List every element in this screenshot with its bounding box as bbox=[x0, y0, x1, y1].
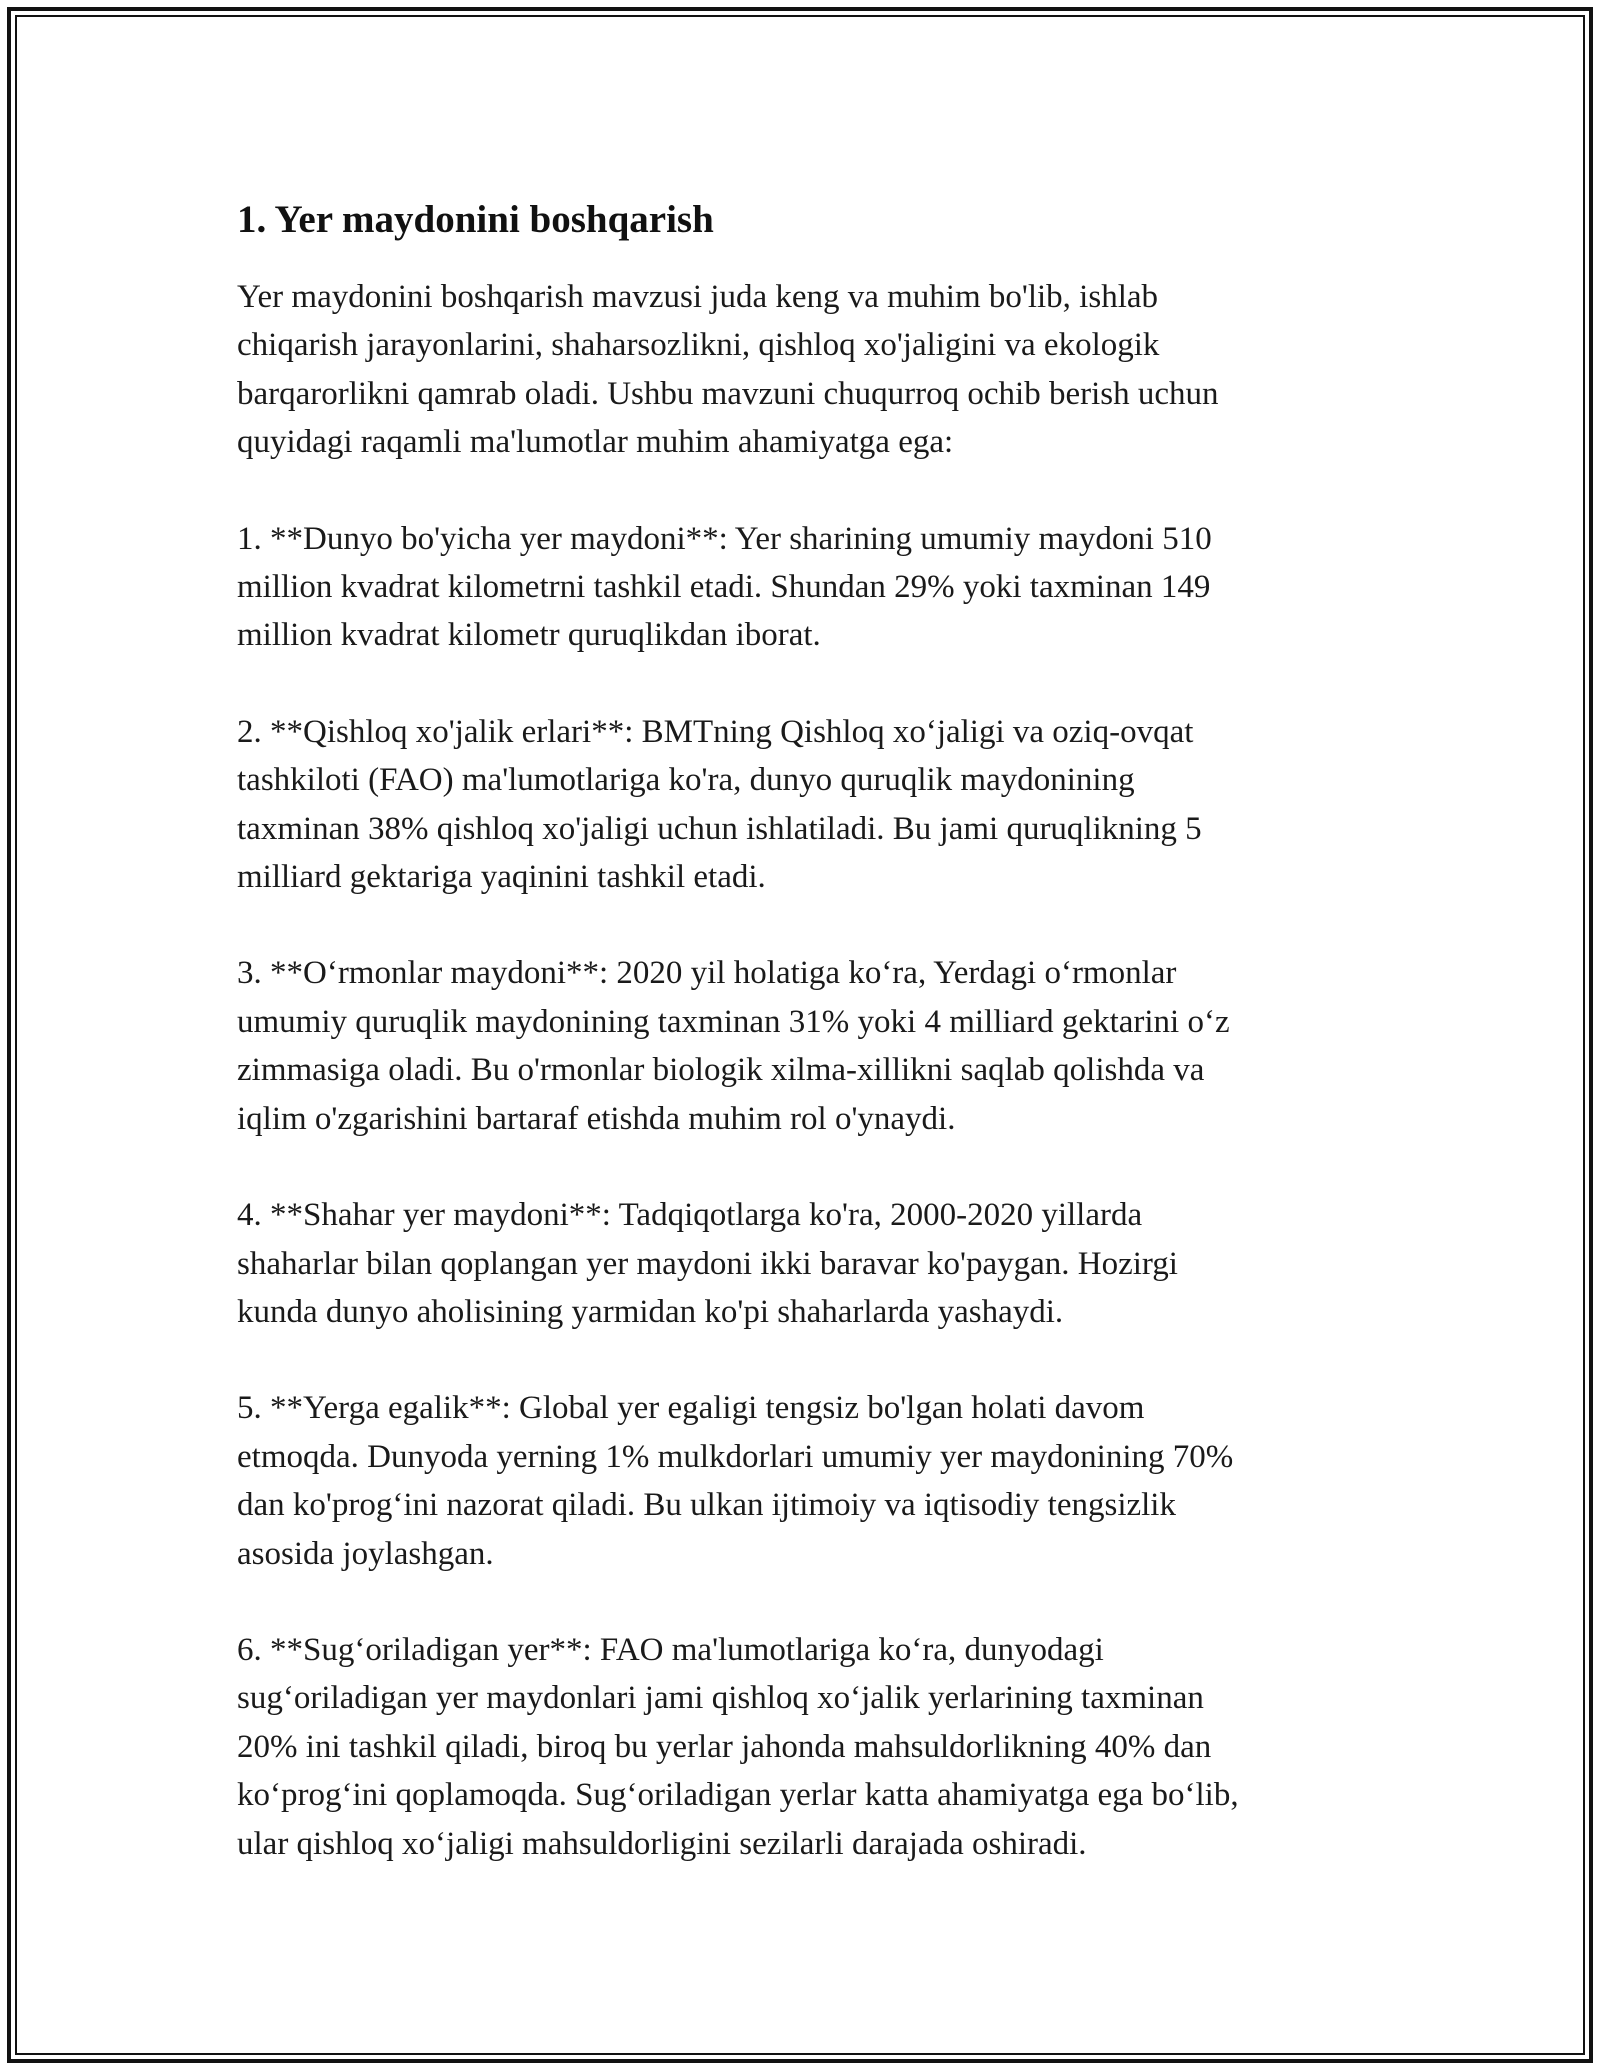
intro-paragraph bbox=[237, 273, 1367, 467]
text-line: 20% ini tashkil qiladi, biroq bu yerlar jahonda mahsuldorlikning 40% dan bbox=[237, 1728, 1212, 1765]
text-line: 2. **Qishloq xo'jalik erlari**: BMTning Qishloq xoʻjaligi va oziq-ovqat bbox=[237, 713, 1194, 750]
list-item-agricultural-land bbox=[237, 708, 1367, 902]
text-line: milliard gektariga yaqinini tashkil etadi. bbox=[237, 859, 766, 896]
list-item-world-land-area bbox=[237, 515, 1367, 660]
document-body bbox=[237, 195, 1367, 1868]
text-line: dan ko'progʻini nazorat qiladi. Bu ulkan ijtimoiy va iqtisodiy tengsizlik bbox=[237, 1487, 1176, 1524]
text-line: Yer maydonini boshqarish mavzusi juda keng va muhim bo'lib, ishlab bbox=[237, 279, 1159, 315]
page-frame bbox=[7, 7, 1593, 2063]
text-line: ular qishloq xoʻjaligi mahsuldorligini sezilarli darajada oshiradi. bbox=[237, 1825, 1087, 1862]
text-line: chiqarish jarayonlarini, shaharsozlikni, qishloq xo'jaligini va ekologik bbox=[237, 327, 1160, 364]
list-item-irrigated-land bbox=[237, 1626, 1367, 1868]
text-line: barqarorlikni qamrab oladi. Ushbu mavzuni chuqurroq ochib berish uchun bbox=[237, 375, 1219, 412]
text-line: 1. **Dunyo bo'yicha yer maydoni**: Yer sharining umumiy maydoni 510 bbox=[237, 520, 1212, 557]
text-line: etmoqda. Dunyoda yerning 1% mulkdorlari umumiy yer maydonining 70% bbox=[237, 1438, 1234, 1475]
text-line: tashkiloti (FAO) ma'lumotlariga ko'ra, dunyo quruqlik maydonining bbox=[237, 762, 1135, 799]
text-line: iqlim o'zgarishini bartaraf etishda muhim rol o'ynaydi. bbox=[237, 1100, 956, 1137]
text-line: zimmasiga oladi. Bu o'rmonlar biologik xilma-xillikni saqlab qolishda va bbox=[237, 1052, 1205, 1089]
text-line: million kvadrat kilometr quruqlikdan iborat. bbox=[237, 617, 821, 654]
text-line: million kvadrat kilometrni tashkil etadi. Shundan 29% yoki taxminan 149 bbox=[237, 569, 1211, 606]
text-line: asosida joylashgan. bbox=[237, 1535, 494, 1572]
list-item-forest-area bbox=[237, 949, 1367, 1143]
text-line: 4. **Shahar yer maydoni**: Tadqiqotlarga ko'ra, 2000-2020 yillarda bbox=[237, 1197, 1143, 1234]
document-title: 1. Yer maydonini boshqarish bbox=[237, 198, 714, 241]
text-line: shaharlar bilan qoplangan yer maydoni ikki baravar ko'paygan. Hozirgi bbox=[237, 1245, 1178, 1282]
text-line: sugʻoriladigan yer maydonlari jami qishloq xoʻjalik yerlarining taxminan bbox=[237, 1680, 1204, 1717]
text-line: quyidagi raqamli ma'lumotlar muhim ahamiyatga ega: bbox=[237, 424, 954, 461]
list-item-urban-land bbox=[237, 1191, 1367, 1336]
text-line: koʻprogʻini qoplamoqda. Sugʻoriladigan yerlar katta ahamiyatga ega boʻlib, bbox=[237, 1777, 1239, 1814]
text-line: umumiy quruqlik maydonining taxminan 31% yoki 4 milliard gektarini oʻz bbox=[237, 1003, 1230, 1040]
text-line: 6. **Sugʻoriladigan yer**: FAO ma'lumotlariga koʻra, dunyodagi bbox=[237, 1631, 1104, 1668]
text-line: kunda dunyo aholisining yarmidan ko'pi shaharlarda yashaydi. bbox=[237, 1293, 1064, 1330]
list-item-land-ownership bbox=[237, 1384, 1367, 1578]
text-line: 5. **Yerga egalik**: Global yer egaligi tengsiz bo'lgan holati davom bbox=[237, 1390, 1145, 1427]
text-line: taxminan 38% qishloq xo'jaligi uchun ishlatiladi. Bu jami quruqlikning 5 bbox=[237, 810, 1202, 847]
text-line: 3. **Oʻrmonlar maydoni**: 2020 yil holatiga koʻra, Yerdagi oʻrmonlar bbox=[237, 955, 1177, 992]
